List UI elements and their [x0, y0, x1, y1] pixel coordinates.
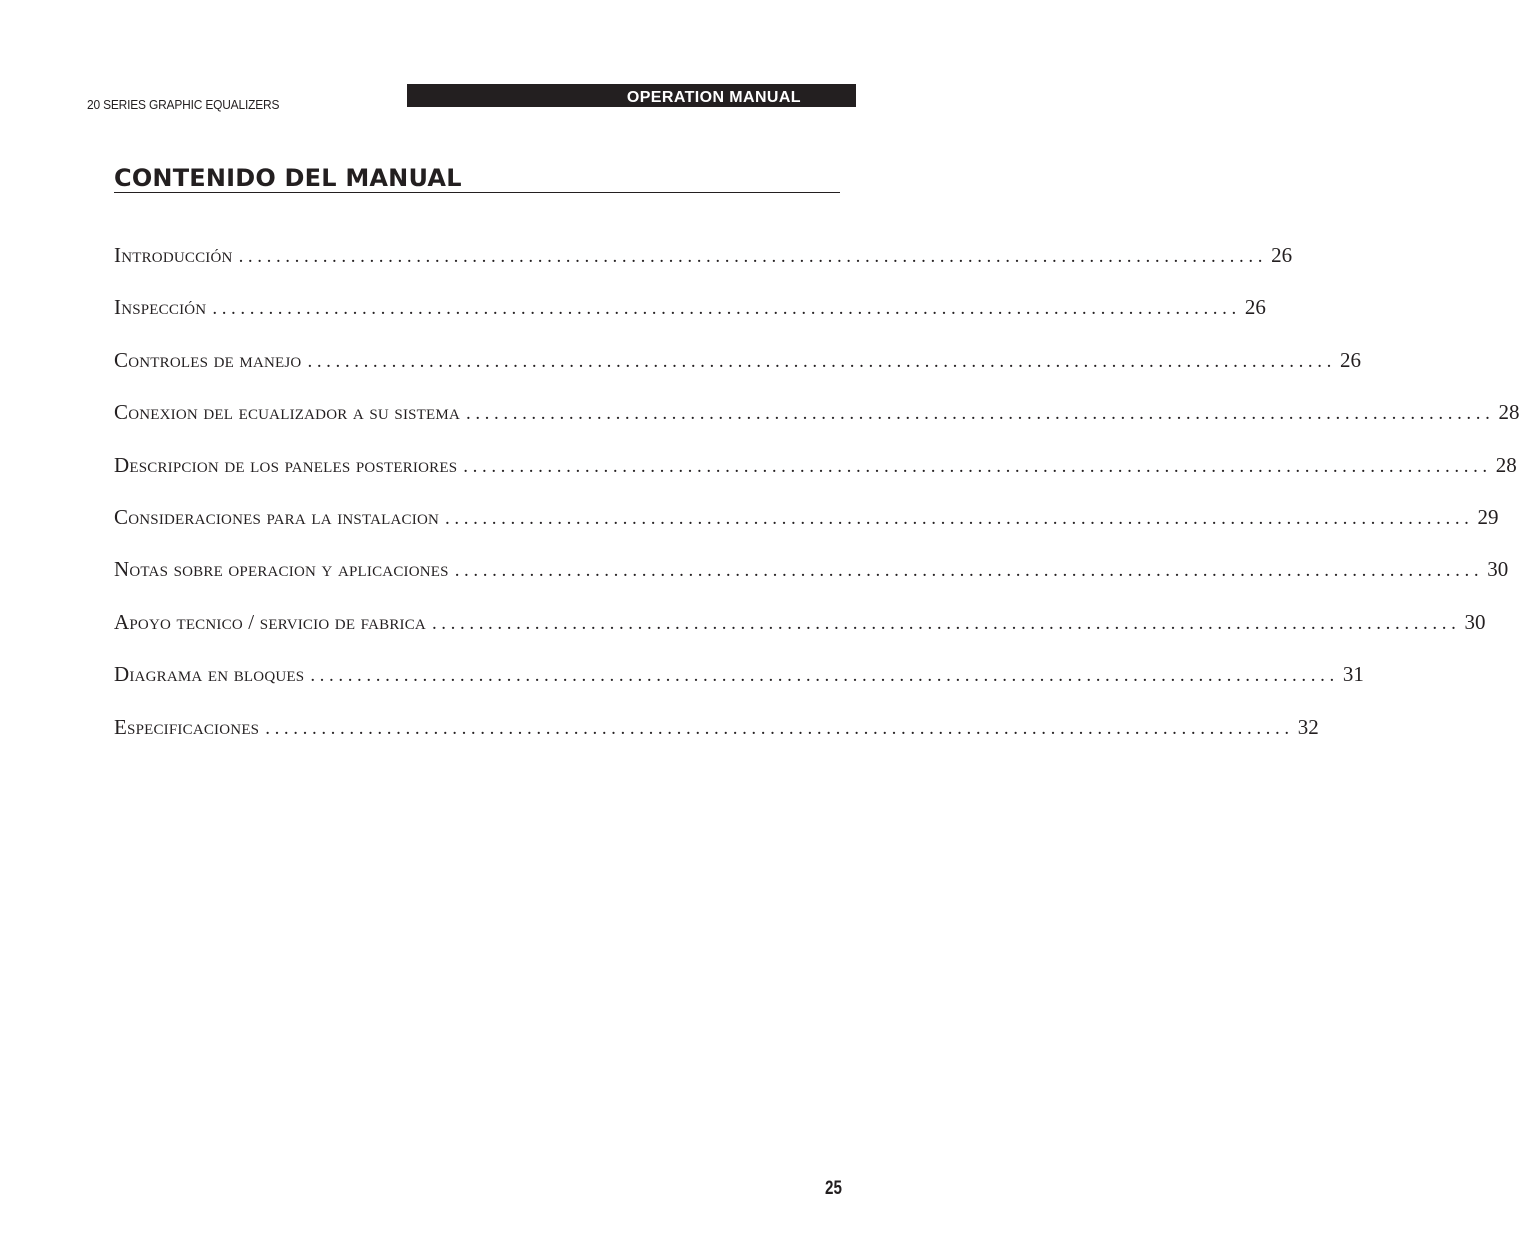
toc-leader-dots: ..............................................................................................................: [238, 246, 1268, 267]
toc-entry-page: 30: [1487, 557, 1509, 582]
toc-leader-dots: ..............................................................................................................: [454, 560, 1484, 582]
toc-entry-title: Especificaciones: [114, 714, 260, 739]
toc-entry-title: Inspección: [114, 295, 207, 320]
toc-entry-page: 30: [1464, 609, 1486, 634]
toc-leader-dots: ..............................................................................................................: [431, 612, 1461, 634]
page-heading: CONTENIDO DEL MANUAL: [114, 164, 462, 192]
toc-entry-title: Descripcion de los paneles posteriores: [114, 452, 458, 477]
toc-leader-dots: ..............................................................................................................: [465, 403, 1495, 425]
toc-entry-title: Introducción: [114, 243, 233, 267]
toc-entry-title: Diagrama en bloques: [114, 662, 305, 687]
toc-entry-page: 26: [1244, 295, 1266, 320]
table-of-contents: [114, 240, 1519, 764]
toc-entry-page: 32: [1297, 714, 1319, 739]
toc-entry-descripcion[interactable]: [114, 450, 1517, 502]
operation-manual-banner: [407, 84, 856, 107]
toc-entry-title: Notas sobre operacion y aplicaciones: [114, 557, 449, 582]
heading-rule: [114, 192, 840, 193]
toc-entry-page: 26: [1271, 243, 1293, 267]
toc-leader-dots: ..............................................................................................................: [212, 298, 1241, 320]
toc-entry-page: 28: [1498, 400, 1519, 425]
page-number: 25: [825, 1178, 842, 1199]
toc-entry-consideraciones[interactable]: [114, 502, 1499, 554]
toc-leader-dots: ..............................................................................................................: [445, 507, 1474, 529]
toc-entry-title: Conexion del ecualizador a su sistema: [114, 400, 460, 425]
toc-entry-title: Apoyo tecnico / servicio de fabrica: [114, 609, 426, 634]
toc-entry-inspeccion[interactable]: [114, 292, 1266, 344]
toc-entry-apoyo[interactable]: [114, 607, 1486, 659]
toc-leader-dots: ..............................................................................................................: [307, 350, 1336, 372]
toc-entry-page: 28: [1495, 452, 1517, 477]
toc-entry-diagrama[interactable]: [114, 659, 1364, 711]
toc-entry-title: Consideraciones para la instalacion: [114, 504, 440, 529]
toc-entry-notas[interactable]: [114, 554, 1509, 606]
toc-leader-dots: ..............................................................................................................: [310, 665, 1339, 687]
toc-entry-introduccion[interactable]: [114, 240, 1293, 292]
toc-entry-especificaciones[interactable]: [114, 712, 1319, 764]
operation-manual-label: OPERATION MANUAL: [626, 89, 801, 106]
toc-leader-dots: ..............................................................................................................: [265, 717, 1294, 739]
toc-entry-conexion[interactable]: [114, 397, 1519, 449]
series-title: 20 SERIES GRAPHIC EQUALIZERS: [87, 97, 280, 112]
toc-leader-dots: ..............................................................................................................: [463, 455, 1492, 477]
toc-entry-page: 29: [1477, 504, 1499, 529]
toc-entry-page: 26: [1339, 347, 1361, 372]
toc-entry-controles[interactable]: [114, 345, 1361, 397]
toc-entry-page: 31: [1342, 662, 1364, 687]
toc-entry-title: Controles de manejo: [114, 347, 302, 372]
